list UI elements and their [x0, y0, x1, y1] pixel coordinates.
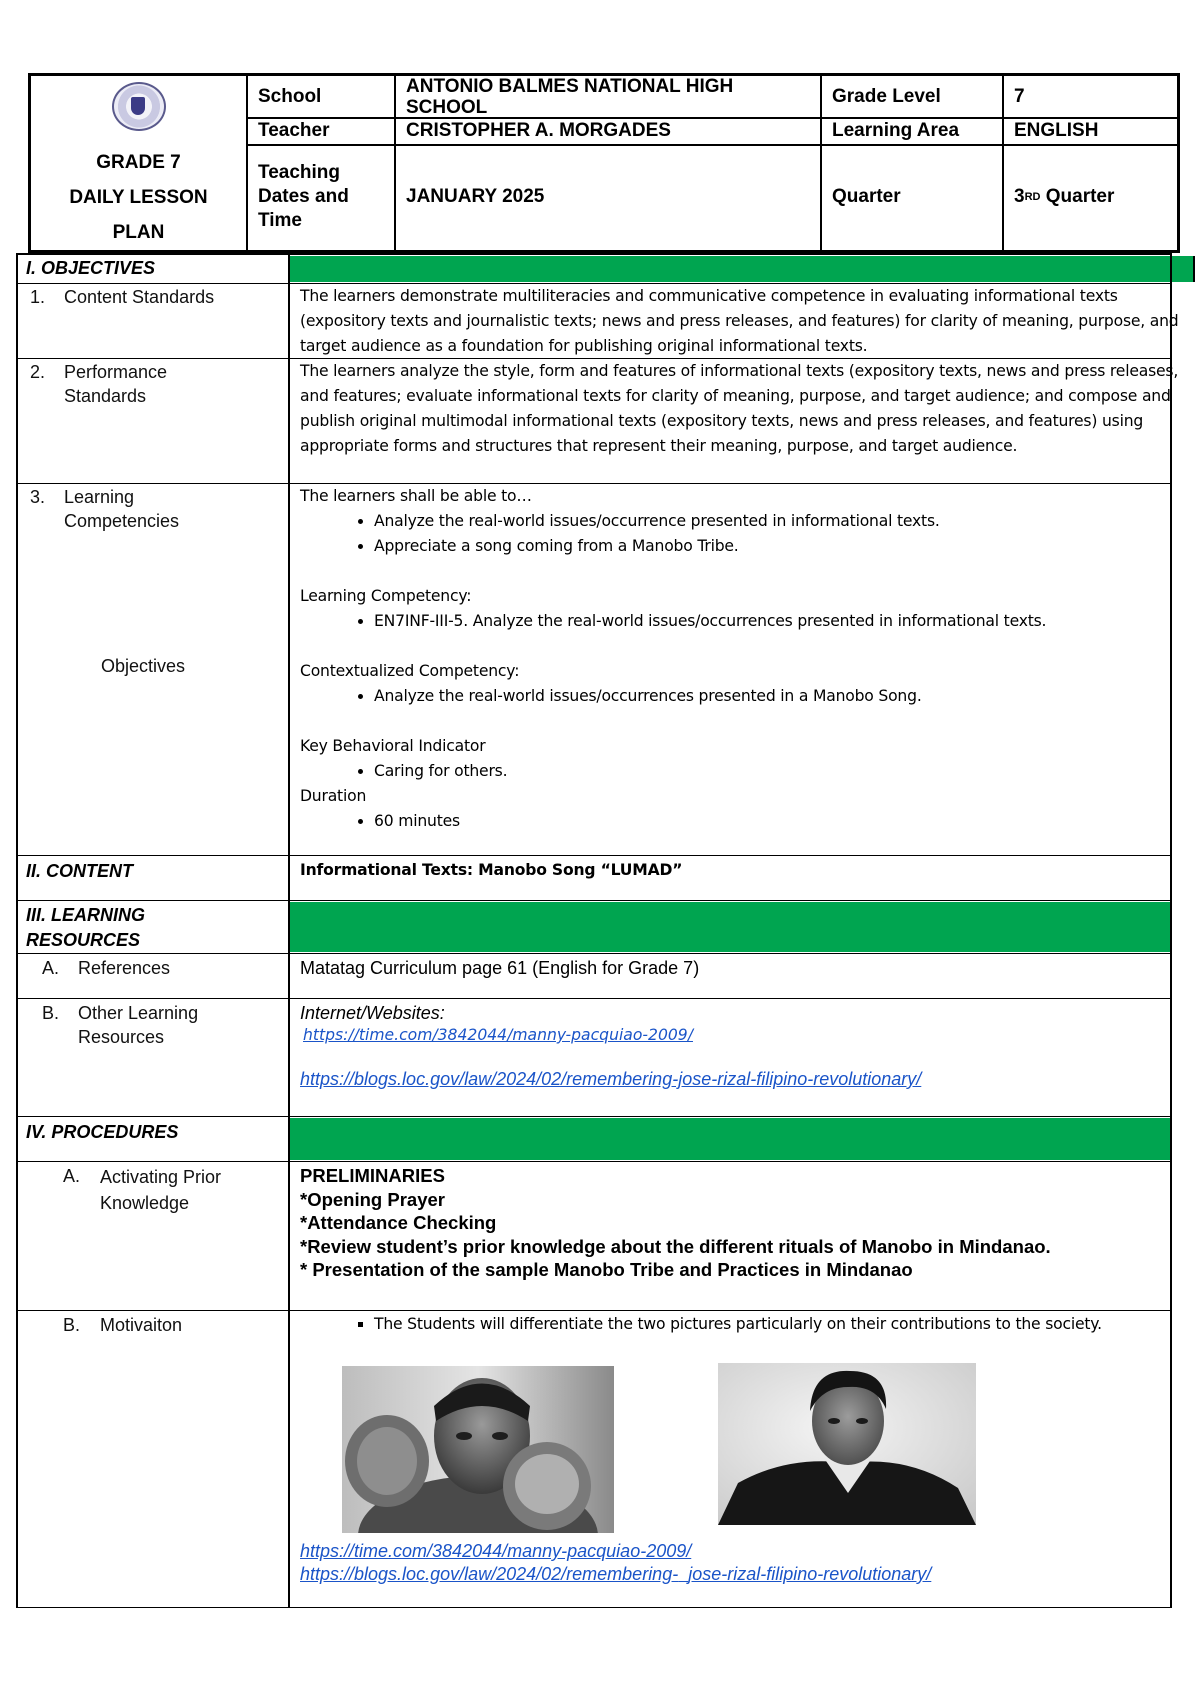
grade-level-label: Grade Level	[820, 76, 1002, 117]
teacher-value: CRISTOPHER A. MORGADES	[394, 117, 820, 144]
grade-level-value: 7	[1002, 76, 1177, 117]
learning-area-label: Learning Area	[820, 117, 1002, 144]
procedures-green-bar	[290, 1118, 1170, 1160]
motivation-text	[290, 1312, 1188, 1337]
list-item: • Caring for others.	[374, 759, 1180, 784]
websites-heading: Internet/Websites:	[300, 1003, 445, 1023]
plan-title-line2: DAILY LESSON	[69, 187, 208, 208]
list-item: • 60 minutes	[374, 809, 1180, 834]
header-table	[28, 73, 1180, 253]
motivation-link-jose-rizal[interactable]: https://blogs.loc.gov/law/2024/02/remembering- jose-rizal-filipino-revolutionary/	[300, 1564, 932, 1584]
resources-green-bar	[290, 902, 1170, 952]
motivation-link-manny-pacquiao[interactable]: https://time.com/3842044/manny-pacquiao-2009/	[300, 1541, 692, 1561]
procedures-heading: IV. PROCEDURES	[26, 1122, 179, 1142]
teacher-label: Teacher	[246, 117, 394, 144]
link-jose-rizal[interactable]: https://blogs.loc.gov/law/2024/02/remembering-jose-rizal-filipino-revolutionary/	[300, 1069, 922, 1089]
list-item: ▪ The Students will differentiate the two pictures particularly on their contributions to the society.	[374, 1312, 1180, 1337]
plan-title-cell	[31, 76, 246, 250]
learning-competencies-text: The learners shall be able to… • Analyze the real-world issues/occurrence presented in informational texts. • Appreciate a song coming from a Manobo Tribe. Learning Competency: • EN7INF-III-5. Analyze the real-world issues/occurrences presented in informational texts. Contextualized Competency: • Analyze the real-world issues/occurrences presented in a Manobo Song. Key Behavioral Indicator • Caring for others. Duration • 60 minutes	[290, 484, 1188, 834]
list-item: • EN7INF-III-5. Analyze the real-world issues/occurrences presented in informational texts.	[374, 609, 1180, 634]
learning-area-value: ENGLISH	[1002, 117, 1177, 144]
list-item: • Analyze the real-world issues/occurrence presented in informational texts.	[374, 509, 1180, 534]
list-item: • Analyze the real-world issues/occurrences presented in a Manobo Song.	[374, 684, 1180, 709]
deped-seal-icon	[112, 82, 166, 131]
content-heading: II. CONTENT	[26, 861, 133, 881]
portrait-photo	[718, 1363, 976, 1525]
teaching-dates-label: Teaching Dates and Time	[246, 144, 394, 250]
content-standards-text: The learners demonstrate multiliteracies and communicative competence in evaluating informational texts (expository texts and journalistic texts; news and press releases, and features) for clarity of meaning, purpose, and target audience as a foundation for publishing original informational texts.	[300, 287, 1179, 355]
objectives-heading: I. OBJECTIVES	[26, 258, 156, 278]
objectives-label: Objectives	[101, 656, 186, 676]
quarter-value: 3 RD Quarter	[1002, 144, 1177, 250]
quarter-label: Quarter	[820, 144, 1002, 250]
performance-standards-text: The learners analyze the style, form and features of informational texts (expository texts, news and press releases, and features; evaluate informational texts for clarity of meaning, purpose, and target audience; and compose and publish original multimodal informational texts (expository texts, news and press releases, and features) using appropriate forms and structures that represent their meaning, purpose, and target audience.	[300, 362, 1179, 455]
link-manny-pacquiao[interactable]: https://time.com/3842044/manny-pacquiao-2009/	[303, 1026, 693, 1044]
references-text: Matatag Curriculum page 61 (English for Grade 7)	[300, 958, 700, 978]
preliminaries-text: PRELIMINARIES *Opening Prayer *Attendance Checking *Review student’s prior knowledge about the different rituals of Manobo in Mindanao. * Presentation of the sample Manobo Tribe and Practices in Mindanao	[300, 1165, 1051, 1280]
boxer-photo	[342, 1366, 614, 1533]
teaching-dates-value: JANUARY 2025	[394, 144, 820, 250]
list-item: • Appreciate a song coming from a Manobo Tribe.	[374, 534, 1180, 559]
school-value: ANTONIO BALMES NATIONAL HIGH SCHOOL	[394, 76, 820, 117]
plan-title-line3: PLAN	[112, 222, 165, 243]
content-text: Informational Texts: Manobo Song “LUMAD”	[300, 861, 683, 879]
plan-title-line1: GRADE 7	[96, 152, 181, 173]
school-label: School	[246, 76, 394, 117]
objectives-green-bar	[290, 256, 1170, 282]
resources-heading: III. LEARNING RESOURCES	[26, 905, 146, 950]
